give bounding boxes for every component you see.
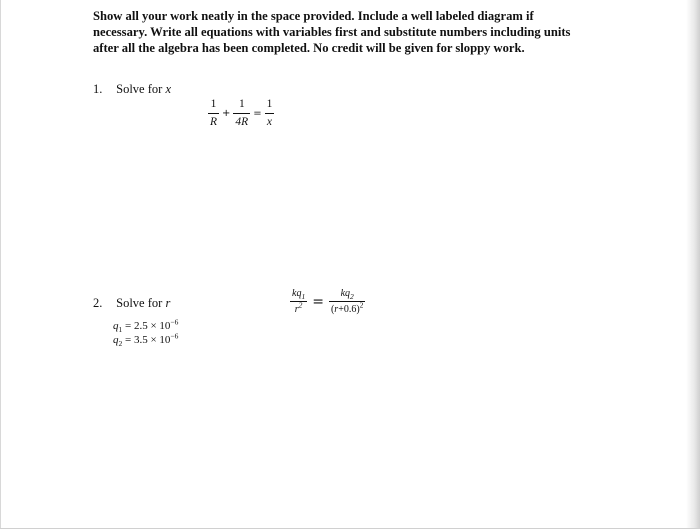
exponent: 2 [298,300,303,310]
problem-2-number: 2. [93,296,103,310]
r-symbol: r [294,304,299,315]
numerator: 1 [210,98,217,110]
fraction-1-over-x [265,99,275,128]
problem-2-text: Solve for [116,296,163,310]
denominator: 4R [233,113,250,129]
given-value: = 2.5 × 10 [122,320,171,332]
subscript: 1 [301,292,306,301]
q-symbol: q [113,320,119,332]
denominator: R [208,113,219,129]
fraction-kq1-over-r2 [290,289,307,315]
numerator: 1 [266,98,273,110]
numerator [290,289,307,301]
k-symbol: k [292,288,297,299]
problem-2-equation [290,289,365,315]
page-edge-shadow [686,0,700,529]
given-q1 [113,319,178,333]
problem-1-text: Solve for [116,82,163,96]
problem-1-variable: x [165,82,171,96]
fraction-1-over-4R [233,99,250,128]
q-symbol: q [296,288,302,299]
denominator [329,301,365,315]
r-symbol: r [334,304,339,315]
exponent: −6 [170,317,179,327]
given-value: = 3.5 × 10 [122,334,171,346]
plus-sign: + [222,107,231,119]
problem-1-equation [208,99,274,128]
problem-2-variable: r [165,296,171,310]
problem-1-number: 1. [93,82,103,96]
denominator: x [265,113,275,129]
exponent: −6 [170,331,179,341]
instructions-line-1: Show all your work neatly in the space provided. Include a well labeled diagram if [93,9,534,23]
fraction-kq2-over-r-plus-06-squared [329,289,365,315]
page-edge-left [0,0,1,529]
denominator [290,301,307,315]
numerator [339,289,356,301]
exponent: 2 [359,300,364,310]
numerator: 1 [238,98,245,110]
plus-offset: +0.6) [338,304,360,315]
equals-sign: = [312,294,324,310]
instructions-line-2: necessary. Write all equations with variables first and substitute numbers including units [93,25,571,39]
q-symbol: q [113,334,119,346]
subscript: 2 [350,292,354,301]
open-paren: ( [330,304,335,315]
problem-1-label [93,82,171,97]
instructions-paragraph [93,8,613,56]
subscript: 2 [118,339,123,349]
fraction-1-over-R [208,99,219,128]
equals-sign: = [253,107,262,119]
q-symbol: q [345,288,351,299]
k-symbol: k [340,288,346,299]
given-q2 [113,333,178,347]
instructions-line-3: after all the algebra has been completed. No credit will be given for sloppy work. [93,41,525,55]
problem-2-label [93,296,170,311]
subscript: 1 [118,325,123,335]
